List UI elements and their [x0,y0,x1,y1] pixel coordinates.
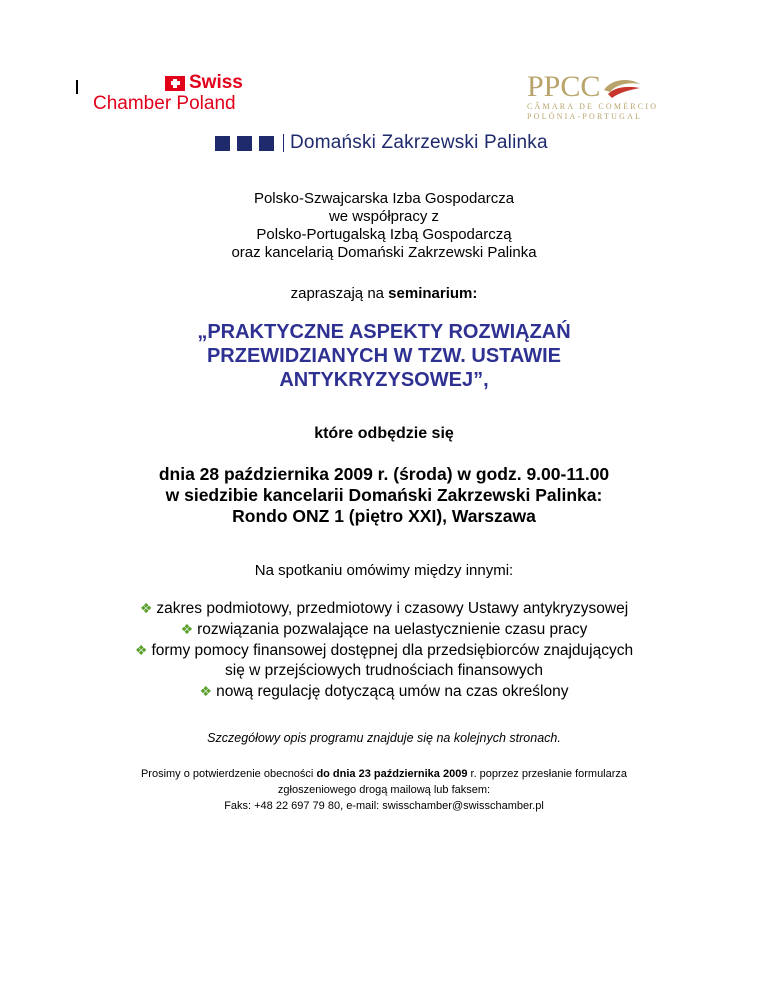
diamond-bullet-icon: ❖ [134,642,148,658]
dzp-square-icon [259,136,274,151]
confirm-line [0,766,768,782]
which-line: które odbędzie się [314,425,454,442]
list-item [0,598,768,619]
topics-list [0,598,768,702]
dzp-square-icon [215,136,230,151]
topic-text: nową regulację dotyczącą umów na czas określony [216,683,569,700]
intro-line: we współpracy z [328,208,440,225]
confirm-deadline: do dnia 23 października 2009 [316,768,468,780]
topic-text: zakres podmiotowy, przedmiotowy i czasowy Ustawy antykryzysowej [156,600,629,617]
venue-line: w siedzibie kancelarii Domański Zakrzewski Palinka: [165,485,603,505]
ppcc-swirl-icon [600,74,644,100]
list-item [0,681,768,702]
ppcc-logo-line2: POLÓNIA-PORTUGAL [527,112,643,121]
topic-text: formy pomocy finansowej dostępnej dla przedsiębiorców znajdujących [151,642,634,659]
date-line: dnia 28 października 2009 r. (środa) w godz. 9.00-11.00 [158,464,610,484]
confirm-block [0,766,768,814]
contact-line: Faks: +48 22 697 79 80, e-mail: swisschamber@swisschamber.pl [224,800,544,812]
address-line: Rondo ONZ 1 (piętro XXI), Warszawa [232,506,536,526]
swiss-chamber-logo [93,74,263,124]
intro-line: oraz kancelarią Domański Zakrzewski Palinka [231,244,537,261]
ppcc-logo-line1: CÂMARA DE COMÉRCIO [527,102,659,111]
dzp-square-icon [237,136,252,151]
dzp-logo-name: Domański Zakrzewski Palinka [290,132,548,153]
topic-text: rozwiązania pozwalające na uelastycznienie czasu pracy [197,621,588,638]
title-line: PRZEWIDZIANYCH W TZW. USTAWIE [206,345,562,367]
invite-bold: seminarium: [388,285,478,302]
discuss-intro: Na spotkaniu omówimy między innymi: [254,562,514,579]
divider-mark [76,80,78,94]
confirm-suffix: r. poprzez przesłanie formularza [467,768,628,780]
diamond-bullet-icon: ❖ [199,683,213,699]
title-line: „PRAKTYCZNE ASPEKTY ROZWIĄZAŃ [197,321,571,343]
ppcc-logo-word: PPCC [527,70,601,103]
list-item [0,619,768,640]
intro-block [0,190,768,262]
swiss-logo-line2: Chamber Poland [93,93,236,114]
date-location-block [0,464,768,527]
invite-prefix: zapraszają na [290,285,389,302]
intro-line: Polsko-Portugalską Izbą Gospodarczą [256,226,512,243]
list-item [0,640,768,661]
seminar-title [0,320,768,392]
details-note: Szczegółowy opis programu znajduje się na kolejnych stronach. [207,731,561,745]
dzp-logo [215,131,548,155]
invite-line [0,285,768,303]
confirm-line: zgłoszeniowego drogą mailową lub faksem: [277,784,491,796]
diamond-bullet-icon: ❖ [139,600,153,616]
confirm-prefix: Prosimy o potwierdzenie obecności [140,768,317,780]
intro-line: Polsko-Szwajcarska Izba Gospodarcza [253,190,515,207]
ppcc-logo [527,72,677,128]
swiss-cross-icon [165,76,185,91]
swiss-logo-word: Swiss [189,72,243,93]
diamond-bullet-icon: ❖ [180,621,194,637]
dzp-separator [283,134,284,152]
title-line: ANTYKRYZYSOWEJ”, [279,369,489,391]
list-item-continuation: się w przejściowych trudnościach finansowych [225,662,543,679]
